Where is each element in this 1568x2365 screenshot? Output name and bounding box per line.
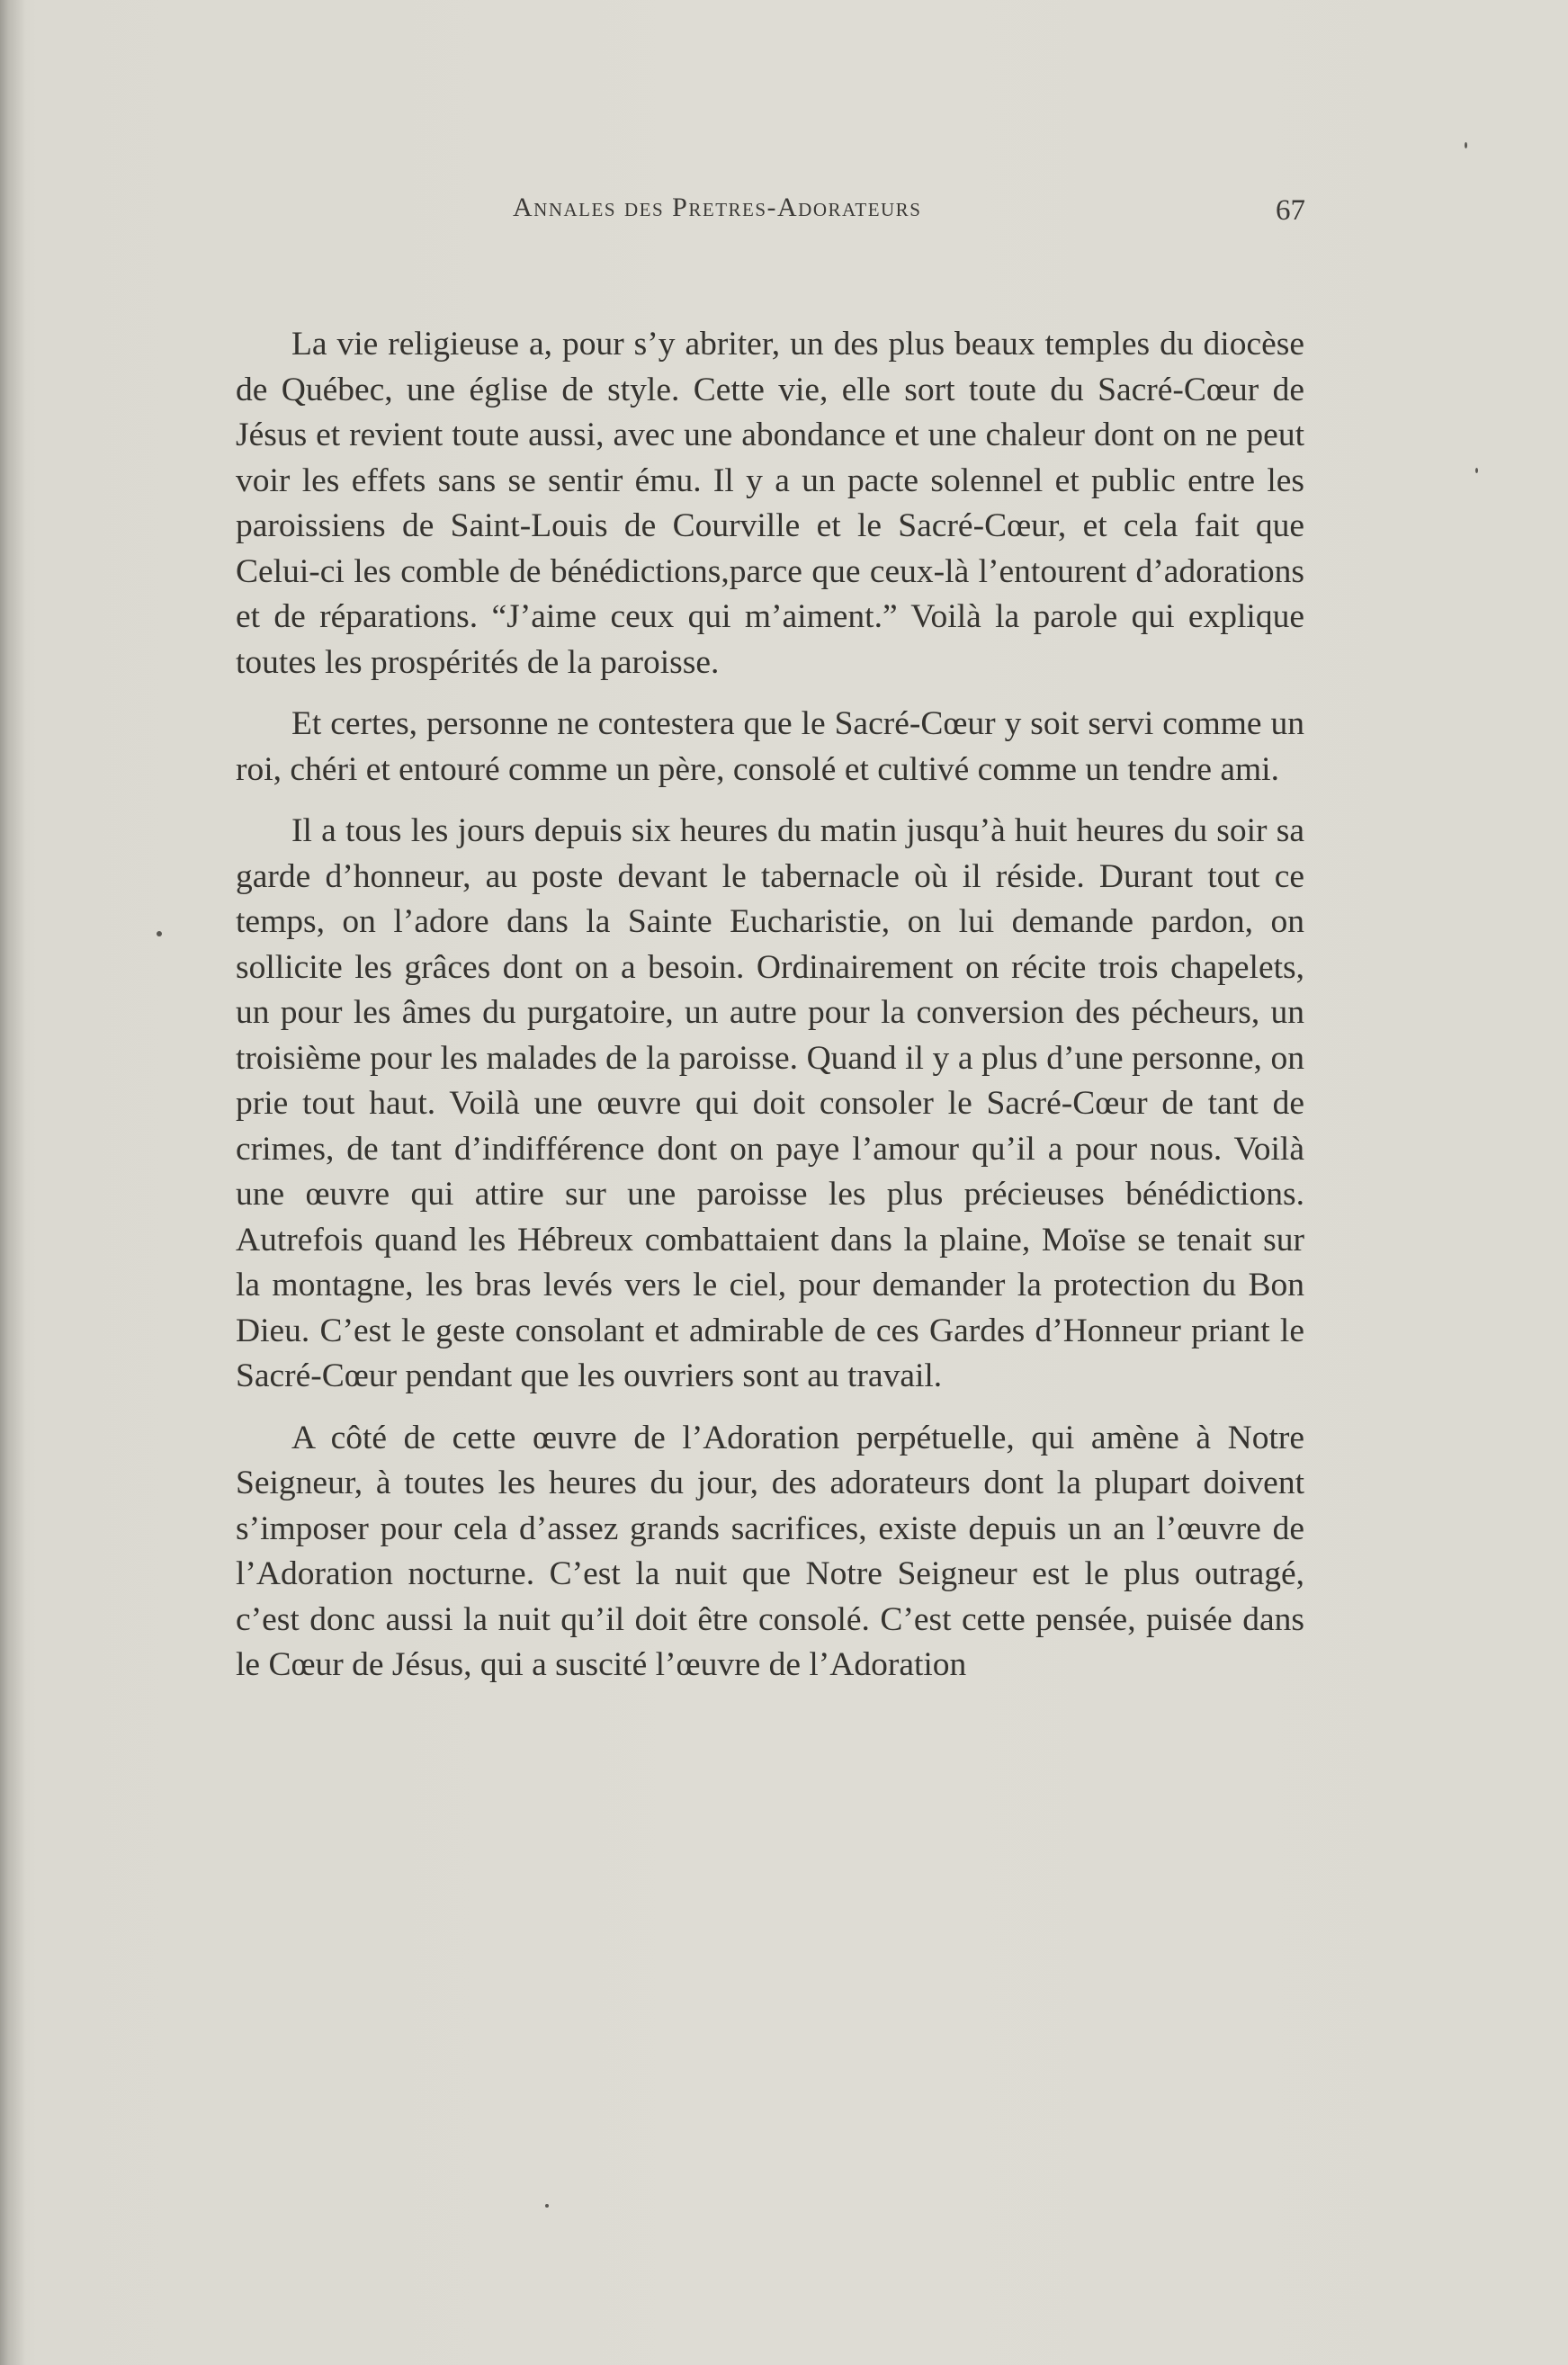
page-header: [0, 193, 1568, 237]
page-number: 67: [1276, 194, 1305, 227]
body-text: [236, 322, 1304, 1705]
paper-speck: [1475, 468, 1478, 473]
paper-speck: [1465, 142, 1467, 148]
paper-speck: [157, 931, 162, 936]
paper-speck: [545, 2204, 549, 2208]
paragraph-1: La vie religieuse a, pour s’y abriter, un des plus beaux temples du diocèse de Québec, une église de style. Cette vie, elle sort toute du Sacré-Cœur de Jésus et revient toute aussi, avec une abondance et une chaleur dont on ne peut voir les effets sans se sentir ému. Il y a un pacte solennel et public entre les paroissiens de Saint-Louis de Courville et le Sacré-Cœur, et cela fait que Celui-ci les comble de bénédictions,parce que ceux-là l’entourent d’adorations et de réparations. “J’aime ceux qui m’aiment.” Voilà la parole qui explique toutes les prospérités de la paroisse.: [236, 326, 1304, 681]
paragraph-3: Il a tous les jours depuis six heures du matin jusqu’à huit heures du soir sa garde d’honneur, au poste devant le tabernacle où il réside. Durant tout ce temps, on l’adore dans la Sainte Eucharistie, on lui demande pardon, on sollicite les grâces dont on a besoin. Ordinairement on récite trois chapelets, un pour les âmes du purgatoire, un autre pour la conversion des pécheurs, un troisième pour les malades de la paroisse. Quand il y a plus d’une personne, on prie tout haut. Voilà une œuvre qui doit consoler le Sacré-Cœur de tant de crimes, de tant d’indifférence dont on paye l’amour qu’il a pour nous. Voilà une œuvre qui attire sur une paroisse les plus précieuses bénédictions. Autrefois quand les Hébreux combattaient dans la plaine, Moïse se tenait sur la montagne, les bras levés vers le ciel, pour demander la protection du Bon Dieu. C’est le geste consolant et admirable de ces Gardes d’Honneur priant le Sacré-Cœur pendant que les ouvriers sont au travail.: [236, 812, 1304, 1394]
running-head: Annales des Pretres-Adorateurs: [513, 193, 922, 222]
paragraph-4: A côté de cette œuvre de l’Adoration perpétuelle, qui amène à Notre Seigneur, à toutes les heures du jour, des adorateurs dont la plupart doivent s’imposer pour cela d’assez grands sacrifices, existe depuis un an l’œuvre de l’Adoration nocturne. C’est la nuit que Notre Seigneur est le plus outragé, c’est donc aussi la nuit qu’il doit être consolé. C’est cette pensée, puisée dans le Cœur de Jésus, qui a suscité l’œuvre de l’Adoration: [236, 1419, 1304, 1683]
paragraph-2: Et certes, personne ne contestera que le Sacré-Cœur y soit servi comme un roi, chéri et entouré comme un père, consolé et cultivé comme un tendre ami.: [236, 705, 1304, 788]
binding-gutter-shadow: [0, 0, 25, 2365]
